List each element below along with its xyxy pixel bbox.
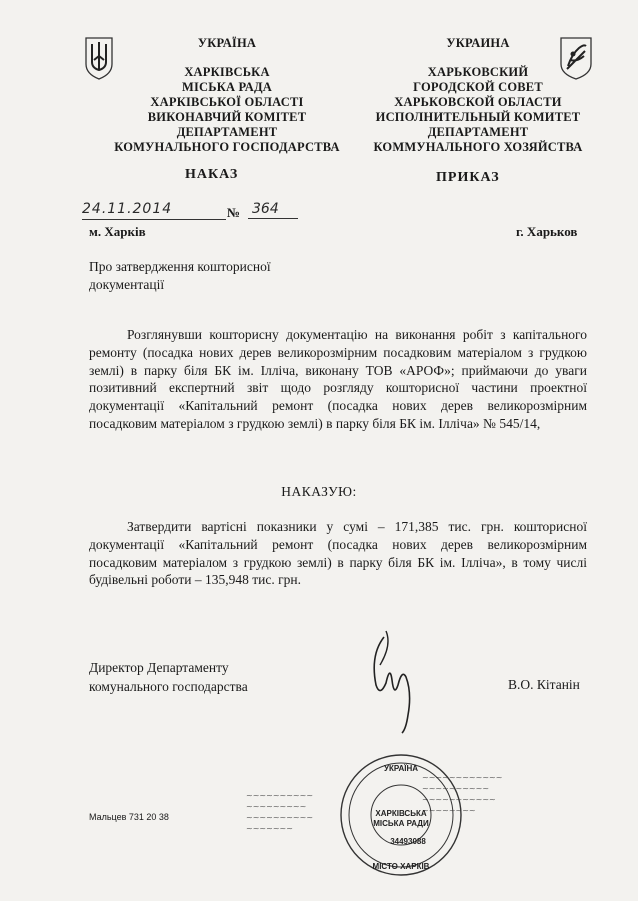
stamp-line-1: ХАРКІВСЬКА <box>375 809 427 818</box>
body-paragraph-2 <box>89 518 587 589</box>
handwritten-note-left: ~~~~~~~~~~ ~~~~~~~~~ ~~~~~~~~~~ ~~~~~~~ <box>246 791 314 833</box>
stamp-code: 34493088 <box>390 837 426 846</box>
department-line-2: КОМУНАЛЬНОГО ГОСПОДАРСТВА <box>114 140 340 154</box>
committee-line-ru: ИСПОЛНИТЕЛЬНЫЙ КОМИТЕТ <box>375 110 581 124</box>
stamp-top: УКРАЇНА <box>383 764 419 773</box>
subject-line-1: Про затвердження кошторисної <box>89 259 271 274</box>
handwritten-signature <box>362 625 422 735</box>
stamp-bottom: МІСТО ХАРКІВ <box>372 862 430 871</box>
subject-line-2: документації <box>89 277 165 292</box>
country-ru: УКРАИНА <box>446 36 510 50</box>
committee-line: ВИКОНАВЧИЙ КОМІТЕТ <box>147 110 307 124</box>
department-line-2-ru: КОММУНАЛЬНОГО ХОЗЯЙСТВА <box>373 140 583 154</box>
executor-contact: Мальцев 731 20 38 <box>89 812 169 822</box>
council-line-1: ХАРКІВСЬКА <box>184 65 270 79</box>
round-stamp <box>336 750 466 880</box>
signatory-title-line-2: комунального господарства <box>89 679 248 694</box>
signatory-title <box>89 658 248 696</box>
stamp-line-2: МІСЬКА РАДИ <box>373 819 429 828</box>
signatory-title-line-1: Директор Департаменту <box>89 660 229 675</box>
tryzub-coat-of-arms-icon <box>84 36 114 80</box>
council-line-3-ru: ХАРЬКОВСКОЙ ОБЛАСТИ <box>394 95 562 109</box>
header-right <box>368 36 588 155</box>
city-ua: м. Харків <box>89 224 146 239</box>
signatory-name: В.О. Кітанін <box>508 677 580 692</box>
paragraph-2-text: Затвердити вартісні показники у сумі – 171,385 тис. грн. кошторисної документації «Капітальний ремонт (посадка нових дерев великорозмірним посадковим матеріалом з грудкою землі) в парку біля БК ім. Ілліча», в тому числі будівельні роботи – 135,948 тис. грн. <box>89 519 587 588</box>
country-ua: УКРАЇНА <box>197 36 257 50</box>
order-date: 24.11.2014 <box>82 201 226 220</box>
header-left <box>112 36 342 155</box>
order-word-ru: ПРИКАЗ <box>436 170 500 185</box>
body-paragraph-1 <box>89 326 587 433</box>
order-word-ua: НАКАЗ <box>185 167 239 182</box>
council-line-1-ru: ХАРЬКОВСКИЙ <box>427 65 529 79</box>
city-ru: г. Харьков <box>516 224 578 239</box>
handwritten-note-right: ~~~~~~~~~~~~ ~~~~~~~~~~ ~~~~~~~~~~~ ~~~~~~~~ <box>422 773 503 815</box>
council-line-3: ХАРКІВСЬКОЇ ОБЛАСТІ <box>150 95 304 109</box>
order-number: 364 <box>248 201 298 219</box>
council-line-2-ru: ГОРОДСКОЙ СОВЕТ <box>413 80 543 94</box>
department-line-1-ru: ДЕПАРТАМЕНТ <box>427 125 529 139</box>
order-subject <box>89 258 349 294</box>
department-line-1: ДЕПАРТАМЕНТ <box>176 125 278 139</box>
number-label: № <box>227 205 241 220</box>
paragraph-1-text: Розглянувши кошторисну документацію на виконання робіт з капітального ремонту (посадка нових дерев великорозмірним посадковим матеріалом з грудкою землі) в парку біля БК ім. Ілліча, виконану ТОВ «АРОФ»; приймаючи до уваги позитивний експертний звіт щодо розгляду кошторисної частини проектної документації «Капітальний ремонт (посадка нових дерев великорозмірним посадковим матеріалом з грудкою землі) в парку біля БК ім. Ілліча» № 545/14, <box>89 327 587 431</box>
council-line-2: МІСЬКА РАДА <box>181 80 273 94</box>
directive-heading: НАКАЗУЮ: <box>281 484 357 499</box>
